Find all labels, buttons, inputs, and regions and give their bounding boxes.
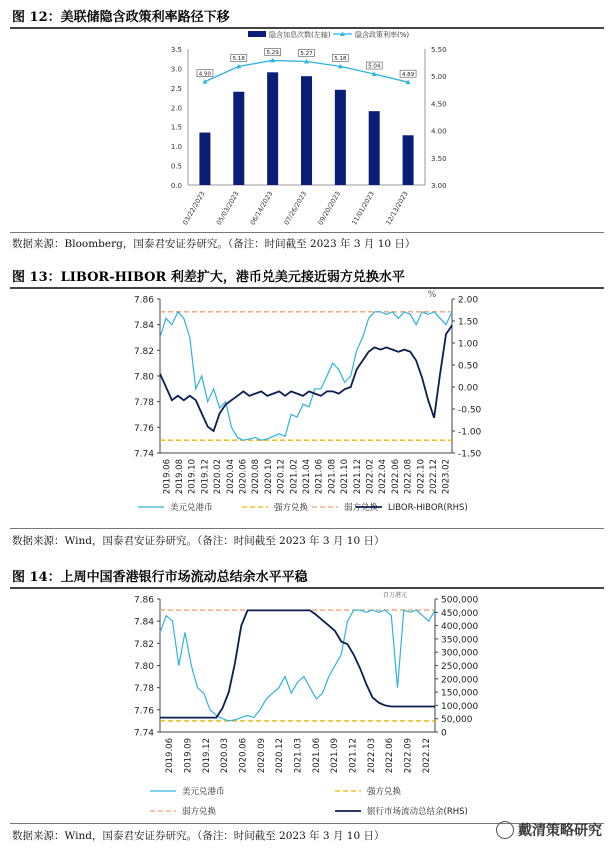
x-tick-label: 2020.12: [275, 738, 286, 774]
x-tick-label: 2023.02: [441, 459, 452, 495]
x-tick-label: 2019.12: [201, 738, 212, 774]
data-label: 5.18: [232, 56, 245, 63]
x-tick-label: 2020.03: [220, 738, 231, 774]
x-tick-label: 2020.09: [256, 738, 267, 774]
y-tick-left: 2.0: [170, 104, 182, 113]
x-tick-label: 2019.06: [165, 738, 176, 774]
y-tick-left: 7.82: [133, 346, 154, 357]
x-tick-label: 2021.06: [311, 738, 322, 774]
figure-12-title: 图 12：美联储隐含政策利率路径下移: [12, 10, 230, 25]
x-tick-label: 2021.03: [293, 738, 304, 774]
x-tick-label: 09/20/2023: [316, 190, 343, 227]
legend-label-1: 强方兑换: [367, 787, 402, 797]
y-tick-left: 7.84: [133, 617, 154, 628]
y-tick-right: 3.00: [431, 182, 447, 190]
data-label: 5.18: [334, 56, 347, 63]
x-tick-label: 2022.04: [378, 459, 389, 495]
watermark: [496, 820, 602, 840]
y-tick-left: 7.76: [133, 423, 154, 434]
x-tick-label: 2022.06: [385, 738, 396, 774]
x-tick-label: 2020.06: [238, 459, 249, 495]
right-axis-unit: %: [427, 290, 437, 300]
figure-13-source: 数据来源：Wind，国泰君安证券研究。（备注：时间截至 2023 年 3 月 10 日）: [12, 535, 385, 547]
legend-label-2: 弱方兑换: [344, 503, 379, 513]
x-tick-label: 2021.12: [352, 459, 363, 495]
y-tick-left: 0.0: [170, 182, 182, 190]
y-tick-left: 7.86: [133, 295, 154, 306]
x-tick-label: 2021.10: [340, 459, 351, 495]
y-tick-right: 450,000: [441, 608, 479, 619]
x-tick-label: 2021.06: [314, 459, 325, 495]
y-tick-right: 4.50: [431, 100, 447, 109]
x-tick-label: 2019.08: [175, 459, 186, 495]
bar: [233, 92, 244, 185]
y-tick-right: 150,000: [441, 688, 479, 699]
bar: [301, 76, 312, 185]
y-tick-right: -0.50: [458, 405, 482, 416]
y-tick-right: 350,000: [441, 635, 479, 646]
x-tick-label: 2021.12: [348, 738, 359, 774]
y-tick-left: 0.5: [170, 162, 182, 171]
legend-label-3: 银行市场流动总结余(RHS): [367, 807, 468, 817]
x-tick-label: 2020.02: [213, 459, 224, 495]
y-tick-left: 7.74: [133, 449, 154, 460]
y-tick-right: 5.50: [431, 46, 447, 54]
x-tick-label: 2019.06: [162, 459, 173, 495]
legend-label-2: 弱方兑换: [182, 807, 217, 817]
series-line-rhs: [160, 610, 435, 717]
y-tick-left: 3.0: [170, 65, 182, 74]
y-tick-right: 2.00: [458, 295, 479, 306]
x-tick-label: 06/14/2023: [248, 190, 275, 227]
figure-14-source: 数据来源：Wind，国泰君安证券研究。（备注：时间截至 2023 年 3 月 10 日）: [12, 830, 385, 842]
legend-label-bars: 隐含加息次数(左轴): [269, 31, 331, 39]
right-axis-unit: 百万港元: [382, 592, 408, 599]
x-tick-label: 2021.04: [302, 459, 312, 495]
x-tick-label: 2020.08: [251, 459, 262, 495]
y-tick-right: 0.50: [458, 361, 479, 372]
figure-13-chart: [0, 289, 614, 525]
y-tick-right: 250,000: [441, 662, 479, 672]
y-tick-right: 200,000: [441, 675, 479, 686]
y-tick-right: -1.50: [458, 449, 482, 460]
watermark-text: 戴清策略研究: [518, 823, 602, 839]
x-tick-label: 2022.12: [421, 738, 432, 774]
bar: [369, 111, 380, 185]
legend-label-1: 强方兑换: [274, 503, 309, 513]
bar: [335, 90, 346, 185]
x-tick-label: 2022.02: [365, 459, 376, 495]
data-label: 5.27: [300, 51, 313, 58]
y-tick-left: 7.78: [133, 398, 154, 409]
y-tick-left: 3.5: [170, 46, 182, 54]
y-tick-left: 7.80: [133, 662, 154, 672]
bar: [403, 135, 414, 185]
y-tick-left: 7.78: [133, 684, 154, 695]
y-tick-right: -1.00: [458, 427, 482, 438]
x-tick-label: 2019.09: [183, 738, 194, 774]
figure-12-source: 数据来源：Bloomberg，国泰君安证券研究。（备注：时间截至 2023 年 3 月 10 日）: [12, 238, 416, 250]
legend-label-3: LIBOR-HIBOR(RHS): [388, 503, 468, 513]
y-tick-right: 1.00: [458, 339, 479, 350]
data-label: 5.29: [266, 50, 279, 57]
figure-14-chart: [0, 589, 614, 821]
y-tick-right: 3.50: [431, 154, 447, 163]
legend-label-line: 隐含政策利率(%): [355, 31, 410, 39]
x-tick-label: 03/22/2023: [180, 190, 207, 227]
y-tick-left: 7.82: [133, 639, 154, 650]
y-tick-right: 50,000: [441, 715, 473, 726]
x-tick-label: 2020.12: [276, 459, 287, 495]
x-tick-label: 2020.10: [263, 459, 274, 495]
legend-label-0: 美元兑港币: [182, 787, 225, 797]
x-tick-label: 2021.09: [330, 738, 341, 774]
y-tick-left: 7.74: [133, 728, 154, 739]
figure-14-title: 图 14：上周中国香港银行市场流动总结余水平平稳: [12, 570, 308, 585]
bar: [267, 72, 278, 185]
x-tick-label: 2019.10: [187, 459, 198, 495]
x-tick-label: 2022.10: [416, 459, 427, 495]
y-tick-right: 1.50: [458, 317, 479, 328]
y-tick-left: 1.0: [170, 143, 182, 152]
bar: [199, 133, 210, 185]
x-tick-label: 2022.06: [390, 459, 401, 495]
x-tick-label: 2021.08: [327, 459, 338, 495]
y-tick-right: 100,000: [441, 701, 479, 712]
series-line-usd-hkd: [160, 312, 452, 440]
data-label: 5.04: [368, 63, 381, 70]
y-tick-right: 400,000: [441, 622, 479, 633]
x-tick-label: 2020.04: [225, 459, 236, 495]
series-line-rhs: [160, 325, 452, 431]
figure-13-title: 图 13：LIBOR-HIBOR 利差扩大，港币兑美元接近弱方兑换水平: [12, 270, 405, 285]
x-tick-label: 2020.06: [238, 738, 249, 774]
y-tick-left: 7.80: [133, 372, 154, 383]
data-label: 4.89: [401, 71, 415, 78]
y-tick-left: 7.76: [133, 706, 154, 717]
y-tick-right: 300,000: [441, 648, 479, 659]
x-tick-label: 2021.02: [289, 459, 300, 495]
series-line-usd-hkd: [160, 610, 435, 721]
data-label: 4.90: [198, 71, 212, 78]
y-tick-right: 4.00: [431, 127, 447, 136]
y-tick-right: 0: [441, 728, 447, 739]
x-tick-label: 12/13/2023: [384, 190, 410, 227]
legend-label-0: 美元兑港币: [170, 503, 213, 513]
x-tick-label: 2019.12: [200, 459, 211, 495]
x-tick-label: 2022.08: [403, 459, 414, 495]
x-tick-label: 05/03/2023: [214, 189, 241, 227]
x-tick-label: 2022.03: [366, 738, 377, 774]
figure-12-bottom-rule: [10, 232, 604, 233]
y-tick-left: 7.84: [133, 321, 154, 332]
y-tick-right: 0.00: [458, 383, 479, 394]
wechat-icon: [496, 821, 514, 839]
y-tick-left: 2.5: [170, 84, 182, 93]
legend-swatch-bars: [248, 31, 266, 37]
y-tick-right: 5.00: [431, 73, 447, 82]
x-tick-label: 07/26/2023: [282, 190, 309, 227]
y-tick-left: 1.5: [170, 123, 182, 132]
y-tick-right: 500,000: [441, 595, 479, 606]
x-tick-label: 2022.09: [403, 738, 414, 774]
y-tick-left: 7.86: [133, 595, 154, 606]
x-tick-label: 2022.12: [428, 459, 439, 495]
x-tick-label: 11/01/2023: [350, 190, 376, 227]
figure-13-bottom-rule: [10, 528, 604, 529]
figure-12-chart: [0, 29, 614, 229]
